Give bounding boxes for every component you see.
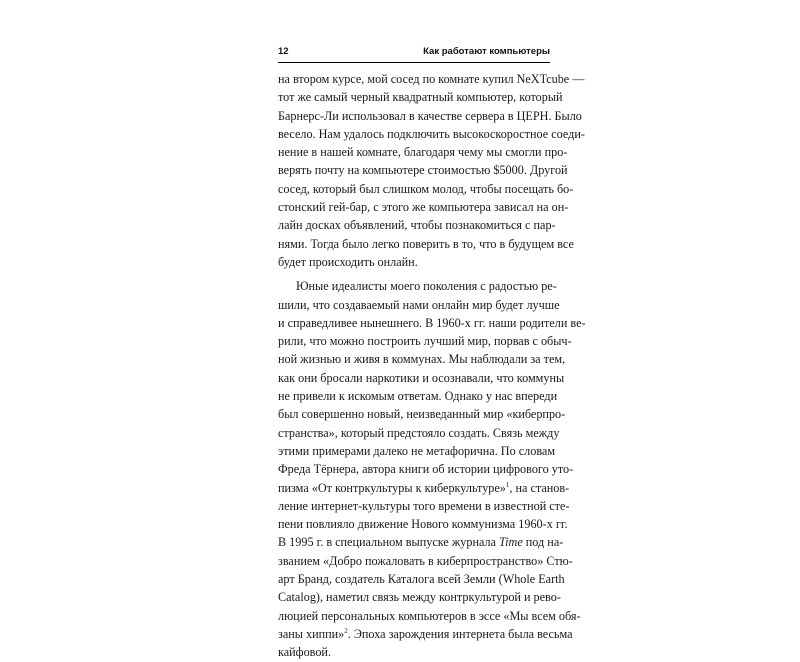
text-line: Барнерс-Ли использовал в качестве сервера в ЦЕРН. Было: [278, 108, 582, 123]
text-line: Catalog), наметил связь между контркультурой и рево-: [278, 590, 561, 605]
text-line: верять почту на компьютере стоимостью $5000. Другой: [278, 163, 568, 178]
line-text: , на станов-: [509, 480, 570, 495]
line-text: . Эпоха зарождения интернета была весьма: [347, 626, 573, 641]
text-line: был совершенно новый, неизведанный мир «киберпро-: [278, 407, 566, 422]
line-text: под на-: [522, 535, 564, 550]
text-line: [278, 533, 564, 551]
footnote-ref: 2: [344, 626, 348, 635]
text-line: лайн досках объявлений, чтобы познакомиться с пар-: [278, 218, 556, 233]
text-line: как они бросали наркотики и осознавали, что коммуны: [278, 370, 565, 385]
running-header: [278, 42, 550, 63]
text-line: званием «Добро пожаловать в киберпространство» Стю-: [278, 553, 573, 568]
text-line: сосед, который был слишком молод, чтобы посещать бо-: [278, 181, 574, 196]
text-line: странства», который предстояло создать. Связь между: [278, 425, 560, 440]
text-line: тот же самый черный квадратный компьютер, который: [278, 90, 563, 105]
text-line: этими примерами далеко не метафорична. По словам: [278, 443, 556, 458]
text-line: Фреда Тёрнера, автора книги об истории цифрового уто-: [278, 462, 574, 477]
footnote-ref: 1: [505, 480, 510, 489]
text-line: на втором курсе, мой сосед по комнате купил NeXTcube —: [278, 72, 585, 86]
text-line: и справедливее нынешнего. В 1960-х гг. наши родители ве-: [278, 315, 586, 330]
line-text: пизма «От контркультуры к киберкультуре»: [278, 480, 506, 495]
line-text: заны хиппи»: [278, 626, 345, 641]
text-line: [278, 479, 570, 497]
text-line: весело. Нам удалось подключить высокоскоростное соеди-: [278, 126, 585, 141]
text-line: рили, что можно построить лучший мир, порвав с обыч-: [278, 334, 572, 349]
magazine-title: Time: [499, 535, 523, 550]
text-line: нение в нашей комнате, благодаря чему мы смогли про-: [278, 145, 568, 160]
running-title: Как работают компьютеры: [423, 46, 550, 57]
text-line: ление интернет-культуры того времени в известной сте-: [278, 498, 570, 513]
text-line: будет происходить онлайн.: [278, 254, 418, 269]
text-line: ной жизнью и живя в коммунах. Мы наблюдали за тем,: [278, 352, 566, 367]
text-line: стонский гей-бар, с этого же компьютера зависал на он-: [278, 200, 569, 215]
text-line: кайфовой.: [278, 645, 331, 660]
text-line: [278, 625, 573, 643]
text-line: арт Бранд, создатель Каталога всей Земли (Whole Earth: [278, 572, 565, 587]
line-text: В 1995 г. в специальном выпуске журнала: [278, 535, 500, 550]
body-text: [278, 70, 586, 662]
text-line: нями. Тогда было легко поверить в то, что в будущем все: [278, 236, 574, 251]
text-line: люцией персональных компьютеров в эссе «Мы всем обя-: [278, 608, 581, 623]
text-line: пени повлияло движение Нового коммунизма 1960-х гг.: [278, 517, 568, 532]
text-line: не привели к искомым ответам. Однако у нас впереди: [278, 389, 558, 404]
text-line: Юные идеалисты моего поколения с радостью ре-: [296, 279, 557, 294]
text-line: шили, что создаваемый нами онлайн мир будет лучше: [278, 297, 560, 312]
page-number: 12: [278, 46, 289, 57]
